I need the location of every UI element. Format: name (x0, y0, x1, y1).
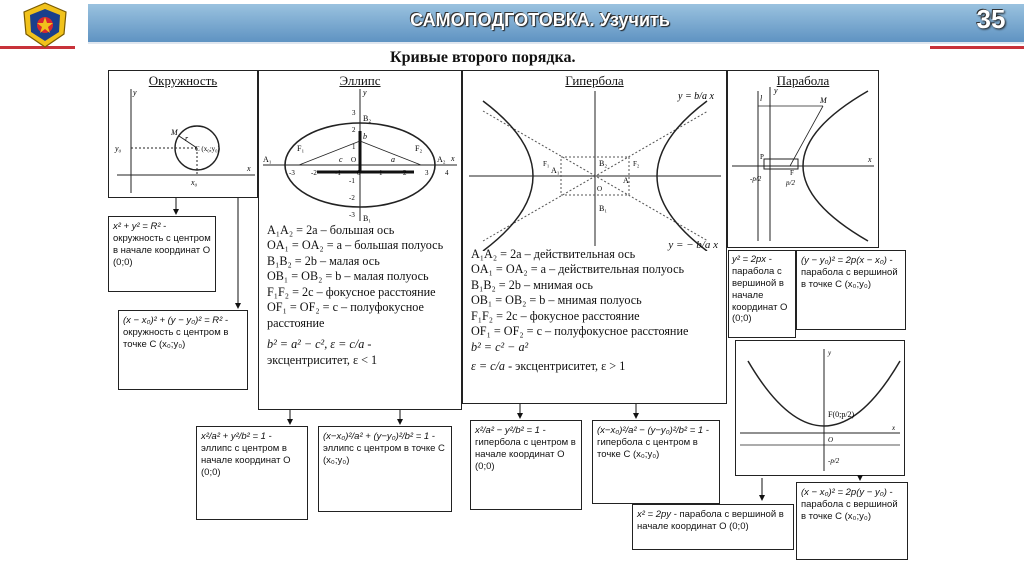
circle-diagram (108, 70, 258, 198)
header-title: САМОПОДГОТОВКА. Узучить (410, 10, 670, 30)
parabola-box3-text: - парабола с вершиной в начале координат O (0;0) (637, 509, 784, 532)
parabola-box3-formula: x² = 2py (637, 509, 672, 520)
parabola-box1-text: - парабола с вершиной в начале координат O (0;0) (732, 254, 788, 325)
svg-text:-2: -2 (349, 194, 355, 202)
circle-box2 (118, 310, 248, 390)
ellipse-heading: Эллипс (339, 73, 381, 88)
circle-x0-label: x₀ (191, 178, 198, 187)
hyperbola-b2-label: B₂ (599, 159, 608, 168)
svg-text:2: 2 (403, 169, 407, 177)
ellipse-prop: F₁F₂ = 2c – фокусное расстояние (267, 284, 436, 299)
parabola-v-origin: O (828, 436, 834, 444)
hyperbola-heading: Гипербола (565, 73, 624, 88)
parabola-box4 (796, 482, 908, 560)
hyperbola-b1-label: B₁ (599, 204, 608, 213)
ellipse-box1-formula: x²/a² + y²/b² = 1 (201, 431, 266, 442)
parabola-box4-text: - парабола с вершиной в точке C (x₀;y₀) (801, 487, 898, 522)
svg-text:4: 4 (445, 169, 449, 177)
hyperbola-prop: OA₁ = OA₂ = a – действительная полуось (471, 262, 685, 277)
parabola-v-focus: F(0;p/2) (828, 410, 855, 419)
circle-y0-label: y₀ (115, 144, 122, 153)
parabola-heading: Парабола (776, 73, 830, 88)
parabola-y-label: y (774, 86, 778, 95)
ellipse-a-label: a (391, 155, 395, 164)
ellipse-f2-label: F₂ (415, 144, 423, 153)
hyperbola-box2 (592, 420, 720, 504)
hyperbola-box1-text: - гипербола с центром в начале координат O (0;0) (475, 425, 576, 472)
parabola-l-label: l (760, 94, 763, 103)
parabola-box4-formula: (x − x₀)² = 2p(y − y₀) (801, 487, 887, 498)
parabola-p2-label: p/2 (786, 179, 795, 187)
hyperbola-eccentricity-formula: ε = c/a (471, 359, 506, 374)
svg-text:1: 1 (352, 143, 356, 151)
circle-m-label: M (171, 128, 178, 137)
parabola-box2-formula: (y − y₀)² = 2p(x − x₀) (801, 255, 887, 266)
hyperbola-box1-formula: x²/a² − y²/b² = 1 (475, 425, 540, 436)
hyperbola-f2-label: F₂ (633, 160, 640, 168)
svg-text:-3: -3 (289, 169, 295, 177)
ellipse-plot (259, 71, 461, 223)
hyperbola-box1 (470, 420, 582, 510)
svg-text:-3: -3 (349, 211, 355, 219)
hyperbola-plot (463, 71, 726, 251)
circle-box2-formula: (x − x₀)² + (y − y₀)² = R² (123, 315, 223, 326)
parabola-v-directrix: -p/2 (828, 457, 840, 465)
parabola-plot (728, 71, 878, 247)
ellipse-panel (258, 70, 462, 410)
hyperbola-prop: B₁B₂ = 2b – мнимая ось (471, 277, 593, 292)
parabola-box1-formula: y² = 2px (732, 254, 767, 265)
page-number: 35 (976, 4, 1006, 34)
svg-text:-1: -1 (335, 169, 341, 177)
circle-box2-text: - окружность с центром в точке C (x₀;y₀) (123, 315, 229, 350)
ellipse-properties (259, 223, 461, 368)
ellipse-b-label: b (363, 132, 367, 141)
emblem-icon (20, 2, 70, 48)
ellipse-box1 (196, 426, 308, 520)
circle-heading: Окружность (148, 73, 218, 88)
ellipse-prop: OF₁ = OF₂ = c – полуфокусное расстояние (267, 300, 424, 330)
circle-box1 (108, 216, 216, 292)
hyperbola-a1-label: A₁ (551, 166, 560, 175)
hyperbola-prop: A₁A₂ = 2a – действительная ось (471, 246, 636, 261)
ellipse-box2-text: - эллипс с центром в точке C (x₀;y₀) (323, 431, 445, 466)
svg-text:2: 2 (352, 126, 356, 134)
circle-c-label: C (x₀;y₀) (195, 145, 220, 153)
ellipse-prop: B₁B₂ = 2b – малая ось (267, 253, 380, 268)
header-underline (88, 42, 1024, 44)
hyperbola-o-label: O (597, 185, 603, 193)
hyperbola-f1-label: F₁ (543, 160, 550, 168)
svg-text:3: 3 (425, 169, 429, 177)
parabola-box3 (632, 504, 794, 550)
circle-y-label: y (133, 88, 137, 97)
hyperbola-asymptote-pos: y = b/a x (678, 91, 714, 102)
hyperbola-properties (463, 239, 726, 375)
parabola-box2-text: - парабола с вершиной в точке C (x₀;y₀) (801, 255, 898, 290)
hyperbola-a-label: A (623, 176, 629, 185)
circle-plot (109, 71, 257, 197)
ellipse-x-label: x (451, 154, 455, 163)
circle-r-label: r (185, 134, 189, 143)
circle-box1-text: - окружность с центром в начале координат O (0;0) (113, 221, 211, 268)
parabola-x-label: x (868, 155, 872, 164)
ellipse-c-label: c (339, 155, 343, 164)
hyperbola-box2-text: - гипербола с центром в точке C (x₀;y₀) (597, 425, 710, 460)
parabola-p-label: P (760, 153, 764, 161)
svg-text:1: 1 (379, 169, 383, 177)
parabola-box2 (796, 250, 906, 330)
parabola-vertical-diagram (735, 340, 905, 476)
ellipse-prop: OB₁ = OB₂ = b – малая полуось (267, 269, 429, 284)
page-title: Кривые второго порядка. (390, 49, 576, 66)
parabola-v-yaxis: y (828, 349, 832, 357)
parabola-f-label: F (790, 169, 794, 177)
ellipse-eccentricity-text: - эксцентриситет, ε < 1 (267, 337, 378, 367)
ellipse-o-label: O (351, 156, 357, 164)
ellipse-f1-label: F₁ (297, 144, 305, 153)
red-line-right (930, 46, 1024, 49)
parabola-box1 (728, 250, 796, 338)
ellipse-box1-text: - эллипс с центром в начале координат O (0;0) (201, 431, 291, 478)
hyperbola-relation: b² = c² − a² (471, 339, 529, 354)
ellipse-box2-formula: (x−x₀)²/a² + (y−y₀)²/b² = 1 (323, 431, 430, 442)
hyperbola-box2-formula: (x−x₀)²/a² − (y−y₀)²/b² = 1 (597, 425, 704, 436)
svg-text:0: 0 (357, 169, 361, 177)
ellipse-prop: A₁A₂ = 2a – большая ось (267, 223, 395, 237)
ellipse-eccentricity-formula: b² = a² − c², ε = c/a (267, 337, 365, 352)
ellipse-b2-label: B₂ (363, 114, 372, 123)
hyperbola-prop: F₁F₂ = 2c – фокусное расстояние (471, 308, 640, 323)
svg-text:-2: -2 (311, 169, 317, 177)
ellipse-a2-label: A₂ (437, 155, 446, 164)
ellipse-prop: OA₁ = OA₂ = a – большая полуось (267, 238, 444, 253)
hyperbola-prop: OF₁ = OF₂ = c – полуфокусное расстояние (471, 324, 689, 339)
parabola-vertical-plot (736, 341, 904, 475)
parabola-m-label: M (820, 96, 827, 105)
hyperbola-asymptote-neg: y = − b/a x (668, 239, 718, 251)
circle-box1-formula: x² + y² = R² (113, 221, 161, 232)
ellipse-y-label: y (363, 88, 367, 97)
hyperbola-eccentricity-text: - эксцентриситет, ε > 1 (505, 359, 626, 374)
ellipse-b1-label: B₁ (363, 214, 372, 223)
ellipse-y-ticks (349, 109, 356, 219)
ellipse-a1-label: A₁ (263, 155, 272, 164)
ellipse-box2 (318, 426, 452, 512)
parabola-neg-p2-label: -p/2 (750, 175, 762, 183)
parabola-v-xaxis: x (892, 424, 896, 432)
parabola-diagram (727, 70, 879, 248)
svg-text:-1: -1 (349, 177, 355, 185)
svg-text:3: 3 (352, 109, 356, 117)
hyperbola-prop: OB₁ = OB₂ = b – мнимая полуось (471, 293, 642, 308)
hyperbola-panel (462, 70, 727, 404)
circle-x-label: x (247, 164, 251, 173)
